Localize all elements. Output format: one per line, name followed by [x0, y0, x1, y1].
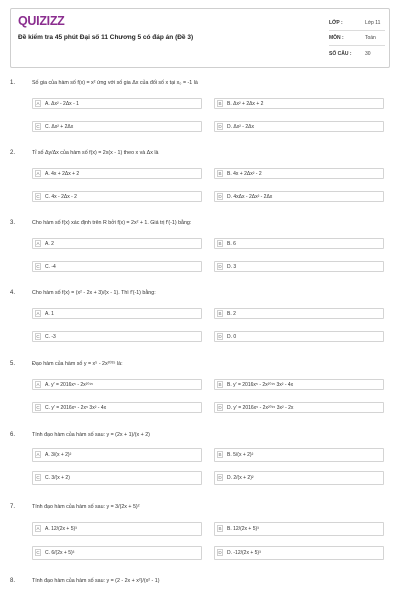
- option-c[interactable]: [32, 191, 202, 202]
- option-a[interactable]: [32, 168, 202, 179]
- question-number: 6.: [10, 432, 16, 438]
- meta-table: [329, 16, 385, 61]
- option-b[interactable]: [214, 522, 384, 536]
- option-text: C. 4x - 2Δx - 2: [45, 194, 77, 200]
- option-letter: D: [218, 550, 222, 555]
- question-number: 5.: [10, 361, 16, 367]
- option-letter: C: [36, 194, 40, 199]
- meta-value: 30: [365, 50, 371, 57]
- option-letter: A: [36, 171, 40, 176]
- option-a[interactable]: [32, 522, 202, 536]
- option-letter: C: [36, 264, 40, 269]
- option-letter: A: [36, 241, 40, 246]
- option-text: D. 3: [227, 264, 237, 270]
- option-letter: C: [36, 475, 40, 480]
- option-text: B. 4x + 2Δx² - 2: [227, 171, 262, 177]
- option-text: D. 0: [227, 334, 237, 340]
- option-letter: B: [218, 101, 222, 106]
- option-c[interactable]: [32, 471, 202, 485]
- option-letter: C: [36, 405, 40, 410]
- option-letter: C: [36, 550, 40, 555]
- option-letter: A: [36, 101, 40, 106]
- option-a[interactable]: [32, 98, 202, 109]
- option-text: C. -4: [45, 264, 56, 270]
- option-text: C. 3/(x + 2): [45, 475, 70, 481]
- option-text: D. y' = 2016x⁵ - 2x²⁰¹⁵ 3x² - 2x: [227, 405, 294, 411]
- option-c[interactable]: [32, 402, 202, 413]
- option-text: A. 2: [45, 241, 54, 247]
- option-text: A. y' = 2016x⁵ - 2x²⁰¹⁵: [45, 382, 94, 388]
- option-letter: A: [36, 311, 40, 316]
- question-text: Cho hàm số f(x) = (x² - 2x + 3)/(x - 1). Thì f'(-1) bằng:: [32, 290, 156, 296]
- option-b[interactable]: [214, 238, 384, 249]
- option-letter: B: [218, 526, 222, 531]
- option-b[interactable]: [214, 168, 384, 179]
- option-c[interactable]: [32, 121, 202, 132]
- option-text: D. 4xΔx - 2Δx² - 2Δx: [227, 194, 273, 200]
- question-number: 4.: [10, 290, 16, 296]
- meta-label: SỐ CÂU :: [329, 50, 352, 57]
- option-d[interactable]: [214, 121, 384, 132]
- option-text: C. -3: [45, 334, 56, 340]
- option-text: D. 2/(x + 2)²: [227, 475, 254, 481]
- page-title: Đề kiểm tra 45 phút Đại số 11 Chương 5 có đáp án (Đề 3): [18, 34, 194, 41]
- option-text: B. 2: [227, 311, 236, 317]
- option-letter: B: [218, 382, 222, 387]
- option-letter: A: [36, 452, 40, 457]
- option-text: B. 5/(x + 2)²: [227, 452, 254, 458]
- question-text: Tính đạo hàm của hàm số sau: y = 3/(2x + 5)²: [32, 504, 140, 510]
- option-c[interactable]: [32, 261, 202, 272]
- option-letter: B: [218, 171, 222, 176]
- option-text: A. Δx² - 2Δx - 1: [45, 101, 79, 107]
- option-text: D. -12/(2x + 5)³: [227, 550, 261, 556]
- worksheet-header: [10, 8, 390, 68]
- option-d[interactable]: [214, 261, 384, 272]
- question-text: Tính đạo hàm của hàm số sau: y = (2 - 2x + x²)/(x² - 1): [32, 578, 160, 584]
- option-d[interactable]: [214, 546, 384, 560]
- option-text: B. 12/(2x + 5)³: [227, 526, 259, 532]
- option-text: B. y' = 2016x⁵ - 2x²⁰¹⁵ 3x² - 4x: [227, 382, 294, 388]
- option-letter: D: [218, 194, 222, 199]
- meta-row-class: [329, 16, 385, 31]
- option-letter: B: [218, 452, 222, 457]
- meta-row-subject: [329, 31, 385, 46]
- option-text: B. 6: [227, 241, 236, 247]
- meta-label: LỚP :: [329, 20, 343, 26]
- question-number: 7.: [10, 504, 16, 510]
- option-text: A. 4x + 2Δx + 2: [45, 171, 80, 177]
- question-number: 3.: [10, 220, 16, 226]
- option-d[interactable]: [214, 402, 384, 413]
- option-letter: A: [36, 382, 40, 387]
- option-letter: D: [218, 334, 222, 339]
- meta-label: MÔN :: [329, 35, 344, 41]
- option-text: C. Δx² + 2Δx: [45, 124, 74, 130]
- option-a[interactable]: [32, 238, 202, 249]
- option-d[interactable]: [214, 471, 384, 485]
- option-d[interactable]: [214, 191, 384, 202]
- quizizz-logo[interactable]: QUIZIZZ: [18, 14, 65, 28]
- option-text: A. 1: [45, 311, 54, 317]
- option-letter: C: [36, 124, 40, 129]
- option-letter: D: [218, 475, 222, 480]
- option-b[interactable]: [214, 98, 384, 109]
- option-letter: D: [218, 264, 222, 269]
- meta-value: Lớp 11: [365, 20, 381, 26]
- meta-row-count: [329, 46, 385, 61]
- option-a[interactable]: [32, 379, 202, 390]
- option-letter: D: [218, 124, 222, 129]
- question-text: Số gia của hàm số f(x) = x² ứng với số gia Δx của đối số x tại x₀ = -1 là: [32, 80, 198, 86]
- option-b[interactable]: [214, 379, 384, 390]
- question-text: Cho hàm số f(x) xác định trên R bởi f(x) = 2x² + 1. Giá trị f'(-1) bằng:: [32, 220, 192, 226]
- option-b[interactable]: [214, 448, 384, 462]
- option-a[interactable]: [32, 308, 202, 319]
- option-text: C. 6/(2x + 5)³: [45, 550, 75, 556]
- question-text: Đạo hàm của hàm số y = x⁵ - 2x²⁰¹⁵ là:: [32, 361, 123, 367]
- question-text: Tỉ số Δy/Δx của hàm số f(x) = 2x(x - 1) theo x và Δx là: [32, 150, 159, 156]
- option-letter: A: [36, 526, 40, 531]
- option-text: A. 12/(2x + 5)³: [45, 526, 77, 532]
- option-c[interactable]: [32, 331, 202, 342]
- meta-value: Toán: [365, 35, 376, 41]
- option-text: C. y' = 2016x⁵ - 2x⁵ 3x² - 4x: [45, 405, 107, 411]
- option-c[interactable]: [32, 546, 202, 560]
- question-number: 8.: [10, 578, 16, 584]
- question-number: 2.: [10, 150, 16, 156]
- option-text: D. Δx² - 2Δx: [227, 124, 254, 130]
- option-letter: C: [36, 334, 40, 339]
- question-number: 1.: [10, 80, 16, 86]
- option-letter: B: [218, 311, 222, 316]
- option-letter: D: [218, 405, 222, 410]
- option-b[interactable]: [214, 308, 384, 319]
- option-text: A. 3/(x + 2)²: [45, 452, 72, 458]
- option-letter: B: [218, 241, 222, 246]
- option-text: B. Δx² + 2Δx + 2: [227, 101, 264, 107]
- question-text: Tính đạo hàm của hàm số sau: y = (2x + 1)/(x + 2): [32, 432, 150, 438]
- option-a[interactable]: [32, 448, 202, 462]
- option-d[interactable]: [214, 331, 384, 342]
